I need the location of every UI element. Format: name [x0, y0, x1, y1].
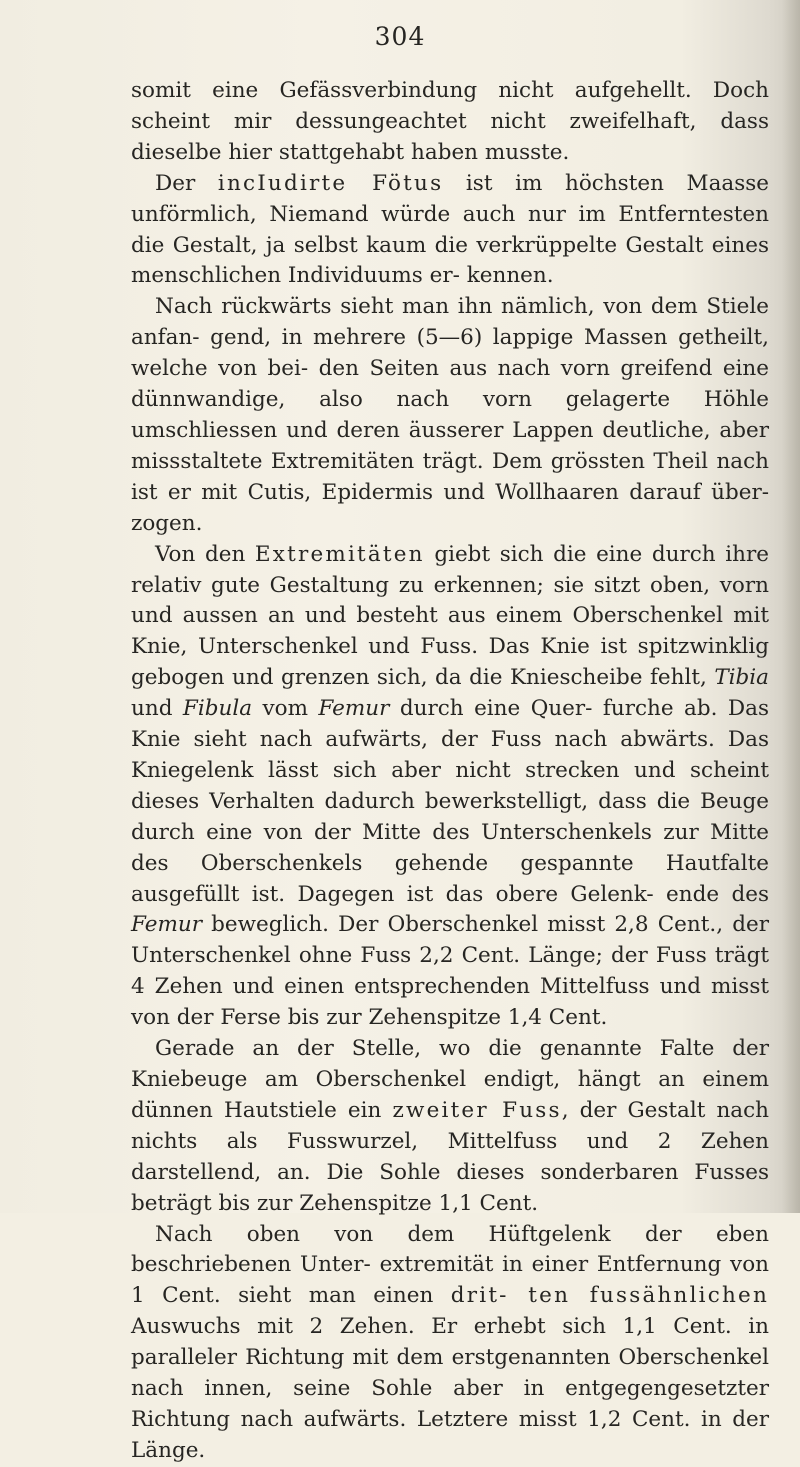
text-run: giebt sich die eine durch ihre relativ gute Gestaltung zu erkennen; sie sitzt oben, vorn und aussen an und besteht aus einem Oberschenkel mit Knie, Unterschenkel und Fuss. Das Knie ist spitzwinklig gebogen und grenzen sich, da die Kniescheibe fehlt, [131, 541, 769, 691]
spaced-emphasis: Extremitäten [254, 541, 425, 567]
spaced-emphasis: zweiter Fuss [392, 1097, 562, 1123]
italic-term: Femur [131, 912, 202, 938]
text-run: Von den [155, 541, 255, 567]
text-run: Auswuchs mit 2 Zehen. Er erhebt sich 1,1 Cent. in paralleler Richtung mit dem erstgenannten Oberschenkel nach innen, seine Sohle aber in entgegengesetzter Richtung nach aufwärts. Letztere misst 1,2 Cent. in der Länge. [131, 1314, 769, 1463]
spaced-emphasis: drit- ten fussähnlichen [450, 1283, 769, 1309]
paragraph [131, 169, 769, 293]
page-number: 304 [374, 22, 426, 51]
text-run: somit eine Gefässverbindung nicht aufgehellt. Doch scheint mir dessungeachtet nicht zweifelhaft, dass dieselbe hier stattgehabt haben musste. [131, 78, 769, 165]
italic-term: Femur [318, 696, 390, 722]
text-run: vom [252, 696, 319, 722]
paragraph [131, 1034, 769, 1219]
text-run: Der [155, 170, 218, 196]
text-run: und [131, 696, 183, 722]
text-run: Nach rückwärts sieht man ihn nämlich, von dem Stiele anfan- gend, in mehrere (5—6) lappige Massen getheilt, welche von bei- den Seiten aus nach vorn greifend eine dünnwandige, also nach vorn gelagerte Höhle umschliessen und deren äusserer Lappen deutliche, aber missstaltete Extremitäten trägt. Dem grössten Theil nach ist er mit Cutis, Epidermis und Wollhaaren darauf über- zogen. [131, 294, 769, 536]
paragraph [131, 1220, 769, 1467]
page-edge-shadow [782, 0, 800, 1213]
text-run: Nach oben von dem Hüftgelenk der eben beschriebenen Unter- extremität in einer Entfernung von 1 Cent. sieht man einen [131, 1221, 769, 1309]
body-text [131, 76, 769, 1467]
italic-term: Fibula [182, 696, 253, 722]
paragraph [131, 540, 769, 1035]
paragraph [131, 292, 769, 539]
paragraph [131, 76, 769, 169]
text-run: , der Gestalt nach nichts als Fusswurzel, Mittelfuss und 2 Zehen darstellend, an. Die Sohle dieses sonderbaren Fusses beträgt bis zur Zehenspitze 1,1 Cent. [131, 1097, 769, 1216]
text-run: beweglich. Der Oberschenkel misst 2,8 Cent., der Unterschenkel ohne Fuss 2,2 Cent. Länge; der Fuss trägt 4 Zehen und einen entsprechenden Mittelfuss und misst von der Ferse bis zur Zehenspitze 1,4 Cent. [131, 912, 769, 1031]
text-run: durch eine Quer- furche ab. Das Knie sieht nach aufwärts, der Fuss nach abwärts. Das Kniegelenk lässt sich aber nicht strecken und scheint dieses Verhalten dadurch bewerkstelligt, dass die Beuge durch eine von der Mitte des Unterschenkels zur Mitte des Oberschenkels gehende gespannte Hautfalte ausgefüllt ist. Dagegen ist das obere Gelenk- ende des [131, 696, 770, 907]
spaced-emphasis: incIudirte Fötus [217, 170, 444, 196]
italic-term: Tibia [714, 665, 769, 691]
text-run: ist im höchsten Maasse unförmlich, Niemand würde auch nur im Entferntesten die Gestalt, ja selbst kaum die verkrüppelte Gestalt eines menschlichen Individuums er- kennen. [131, 170, 769, 289]
text-run: Gerade an der Stelle, wo die genannte Falte der Kniebeuge am Oberschenkel endigt, hängt an einem dünnen Hautstiele ein [131, 1036, 769, 1123]
